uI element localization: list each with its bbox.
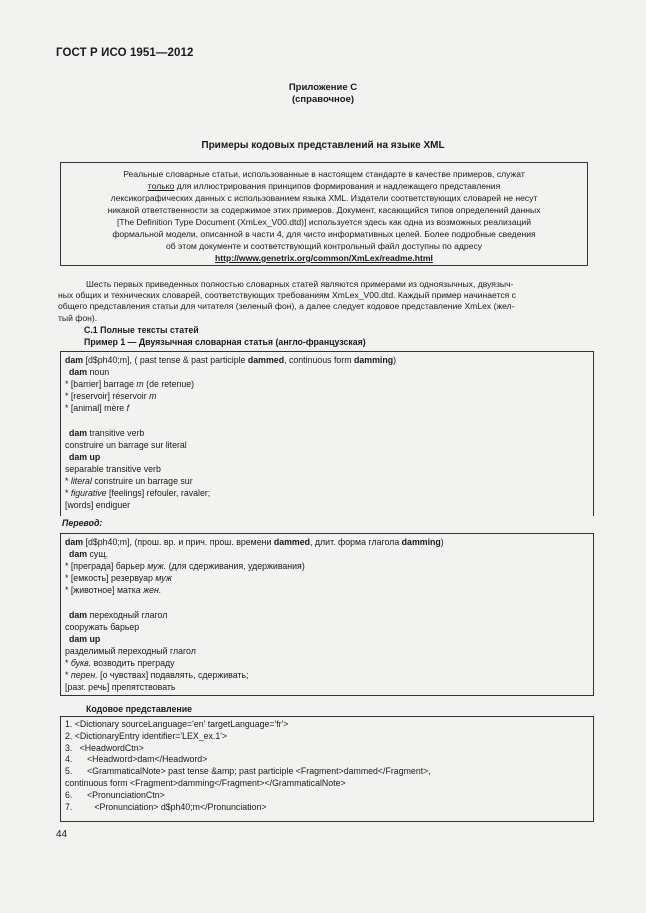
notice-text: для иллюстрирования принципов формирования и надлежащего представления: [174, 181, 501, 191]
translation-line: dam up: [69, 633, 101, 644]
blank-line: [65, 414, 593, 426]
entry-line: dam [d$ph40;m], ( past tense & past participle dammed, continuous form damming): [65, 355, 397, 365]
code-heading: Кодовое представление: [86, 704, 192, 714]
notice-line: [69, 180, 579, 192]
translation-line: * перен. [о чувствах] подавлять, сдерживать;: [65, 670, 249, 681]
entry-line: construire un barrage sur literal: [65, 439, 187, 450]
example-heading: Пример 1 — Двуязычная словарная статья (англо-французская): [84, 337, 366, 347]
notice-line: формальной модели, описанной в части 4, для чисто информативных целей. Более подробные сведения: [112, 229, 536, 239]
entry-line: * figurative [feelings] refouler, ravaler;: [65, 488, 211, 499]
translation-line: разделимый переходный глагол: [65, 645, 196, 656]
translation-line: * букв. возводить преграду: [65, 657, 175, 668]
code-line: 3. <HeadwordCtn>: [65, 742, 144, 753]
entry-line: separable transitive verb: [65, 463, 161, 474]
translation-line: [разг. речь] препятствовать: [65, 682, 176, 693]
intro-line: общего представления статьи для читателя (зеленый фон), а далее следует кодовое представление XmLex (жел-: [58, 301, 515, 312]
notice-line: [The Definition Type Document (XmLex_V00.dtd)] используется здесь как одна из возможных реализаций: [116, 217, 532, 227]
page-number: 44: [56, 829, 68, 840]
translation-line: сооружать барьер: [65, 621, 140, 632]
readme-link[interactable]: http://www.genetrix.org/common/XmLex/readme.html: [215, 253, 433, 263]
entry-line: * [animal] mère f: [65, 403, 130, 414]
code-line: continuous form <Fragment>damming</Fragment></GrammaticalNote>: [65, 777, 346, 788]
code-line: 5. <GrammaticalNote> past tense &amp; past participle <Fragment>dammed</Fragment>,: [65, 766, 431, 777]
translation-line: dam сущ.: [69, 549, 109, 560]
code-line: 1. <Dictionary sourceLanguage='en' targetLanguage='fr'>: [65, 719, 289, 729]
code-line: 4. <Headword>dam</Headword>: [65, 754, 208, 765]
translation-line: * [животное] матка жен.: [65, 585, 162, 596]
translation-line: dam [d$ph40;m], (прош. вр. и прич. прош. времени dammed, длит. форма глагола damming): [65, 537, 444, 547]
blank-line: [65, 596, 593, 608]
notice-box: [60, 162, 588, 266]
intro-paragraph: [58, 279, 592, 324]
translation-line: * [преграда] барьер муж. (для сдерживания, удерживания): [65, 561, 305, 572]
entry-line: * literal construire un barrage sur: [65, 475, 193, 486]
intro-line: Шесть первых приведенных полностью словарных статей являются примерами из одноязычных, двуязыч-: [86, 279, 514, 289]
standard-code: ГОСТ Р ИСО 1951—2012: [56, 47, 194, 59]
subsection-heading: С.1 Полные тексты статей: [84, 325, 199, 335]
appendix-note: (справочное): [291, 94, 355, 105]
intro-line: ных общих и технических словарей, соответствующих требованиям XmLex_V00.dtd. Каждый пример начинается с: [58, 290, 516, 301]
notice-line: лексикографических данных с использованием языка XML. Издатели соответствующих словарей не несут: [110, 193, 538, 203]
underlined-word: только: [147, 181, 175, 191]
entry-box: [60, 351, 594, 516]
notice-line: об этом документе и соответствующий контрольный файл доступны по адресу: [165, 241, 483, 251]
code-line: 6. <PronunciationCtn>: [65, 789, 165, 800]
code-box: [60, 716, 594, 822]
entry-line: [words] endiguer: [65, 500, 131, 511]
entry-line: * [barrier] barrage m (de retenue): [65, 379, 195, 390]
code-line: 7. <Pronunciation> d$ph40;m</Pronunciation>: [65, 801, 267, 812]
translation-line: * [емкость] резервуар муж: [65, 573, 172, 584]
section-title: Примеры кодовых представлений на языке XML: [201, 140, 445, 151]
entry-line: dam up: [69, 451, 101, 462]
intro-line: тый фон).: [58, 312, 98, 323]
notice-line: никакой ответственности за содержимое этих примеров. Документ, касающийся типов определений данных: [107, 205, 541, 215]
translation-line: dam переходный глагол: [69, 609, 168, 620]
entry-line: dam noun: [69, 367, 110, 378]
translation-box: [60, 533, 594, 696]
entry-line: dam transitive verb: [69, 427, 145, 438]
appendix-title: Приложение С: [288, 82, 358, 93]
entry-line: * [reservoir] réservoir m: [65, 391, 157, 402]
notice-line: Реальные словарные статьи, использованные в настоящем стандарте в качестве примеров, служат: [123, 169, 525, 179]
translation-label: Перевод:: [62, 518, 103, 528]
code-line: 2. <DictionaryEntry identifier='LEX_ex.1'>: [65, 730, 228, 741]
